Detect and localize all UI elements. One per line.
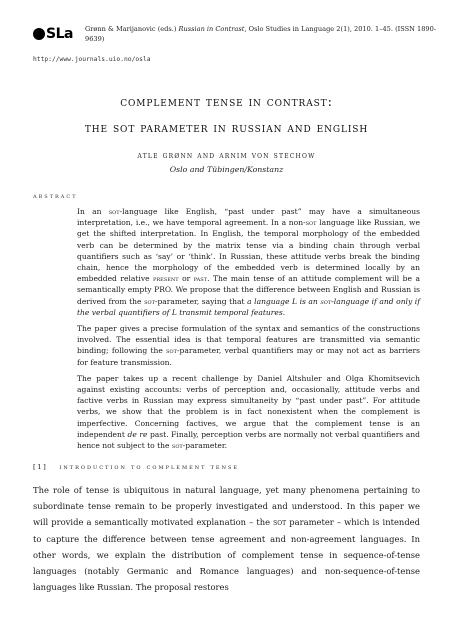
text-run: The paper gives a precise formulation of the syntax and semantics of the constructions involved. The essential idea is that temporal features are transmitted via semantic binding; following the — [77, 324, 420, 356]
sc-run: present — [153, 274, 179, 284]
journal-url-link[interactable]: http://www.journals.uio.no/osla — [33, 56, 151, 63]
text-run: -parameter. — [182, 441, 228, 451]
citation-line — [85, 24, 450, 44]
text-run: language like Russian, we get the shifted interpretation. In English, the temporal morphology of the embedded verb can be determined by the matrix tense via a binding chain through verbal quantifiers such as ‘say’ or ‘think’. In Russian, these attitude verbs break the binding chain, hence the morphology of the embedded verb is determined locally by an embedded relative — [77, 218, 420, 284]
text-run: or — [178, 274, 194, 284]
paper-title — [0, 90, 453, 142]
text-run: past. Finally, perception verbs are normally not verbal quantifiers and hence not subject to the — [77, 429, 420, 451]
author-affiliation: Oslo and Tübingen/Konstanz — [169, 165, 284, 174]
logo-circle-icon — [33, 28, 45, 40]
text-run: The paper takes up a recent challenge by Daniel Altshuler and Olga Khomitsevich against existing accounts: verbs of perception and, occasionally, attitude verbs and factive verbs in Russian may express simultaneity by “past under past”. For attitude verbs, we show that the problem is in fact nonexistent when the complement is imperfective. Concerning factives, we argue that the complement tense is an independent — [77, 373, 420, 439]
abstract-paragraph-3 — [77, 373, 420, 451]
abstract-paragraph-1 — [77, 206, 420, 318]
citation-journal: Russian in Contrast — [178, 25, 245, 33]
text-run: The role of tense is ubiquitous in natural language, yet many phenomena pertaining to subordinate tense remain to be properly investigated and understood. In this paper we will provide a semantically motivated explanation – the — [33, 485, 420, 528]
section-heading — [33, 463, 239, 471]
citation-details: , Oslo Studies in Language 2(1), 2010. 1–45. (ISSN 1890-9639) — [85, 25, 437, 43]
text-run: -parameter, verbal quantifiers may or may not act as barriers for feature transmission. — [77, 346, 420, 367]
sc-run: sot — [273, 517, 287, 528]
text-run: . The main tense of an attitude complement will be a semantically empty PRO. We propose that the difference between English and Russian is derived from the — [77, 274, 420, 306]
italic-sc-run: sot — [320, 296, 332, 306]
title-line-2: the sot parameter in russian and english — [84, 121, 369, 136]
section-number: [1] — [33, 463, 48, 471]
sc-run: past — [193, 274, 208, 284]
abstract-paragraph-2 — [77, 323, 420, 368]
sc-run: sot — [144, 296, 155, 306]
sc-run: sot — [166, 346, 177, 356]
text-run: -language like English, “past under past” may have a simultaneous interpretation, i.e., we have temporal agreement. In a non- — [77, 207, 420, 228]
sc-run: sot — [108, 207, 120, 216]
osla-logo — [33, 26, 73, 42]
citation-authors: Grønn & Marijanovic (eds.) — [85, 25, 179, 33]
italic-run: -language if and only if the verbal quantifiers of L transmit temporal features — [77, 296, 421, 317]
title-line-1: complement tense in contrast: — [120, 95, 333, 110]
text-run: parameter – which is intended to capture the difference between tense agreement and non-agreement languages. In other words, we explain the distribution of complement tense in sequence-of-tense languages (notably Germanic and Romance languages) and non-sequence-of-tense languages like Russian. The proposal restores — [33, 517, 421, 593]
logo-text: SLa — [46, 26, 73, 42]
text-run: In an — [77, 207, 109, 216]
text-run: -parameter, saying that — [154, 296, 248, 306]
italic-run: a language L is an — [247, 296, 321, 306]
abstract-body — [77, 206, 420, 456]
text-run: . — [282, 307, 286, 317]
intro-paragraph — [33, 482, 420, 595]
sc-run: sot — [171, 441, 183, 451]
abstract-heading: abstract — [33, 192, 78, 200]
italic-run: de re — [127, 429, 148, 439]
body-paragraph — [33, 482, 420, 595]
author-names: atle grønn and arnim von stechow — [137, 151, 316, 161]
sc-run: sot — [305, 218, 317, 228]
page-header — [33, 20, 437, 80]
section-title: introduction to complement tense — [59, 463, 240, 471]
